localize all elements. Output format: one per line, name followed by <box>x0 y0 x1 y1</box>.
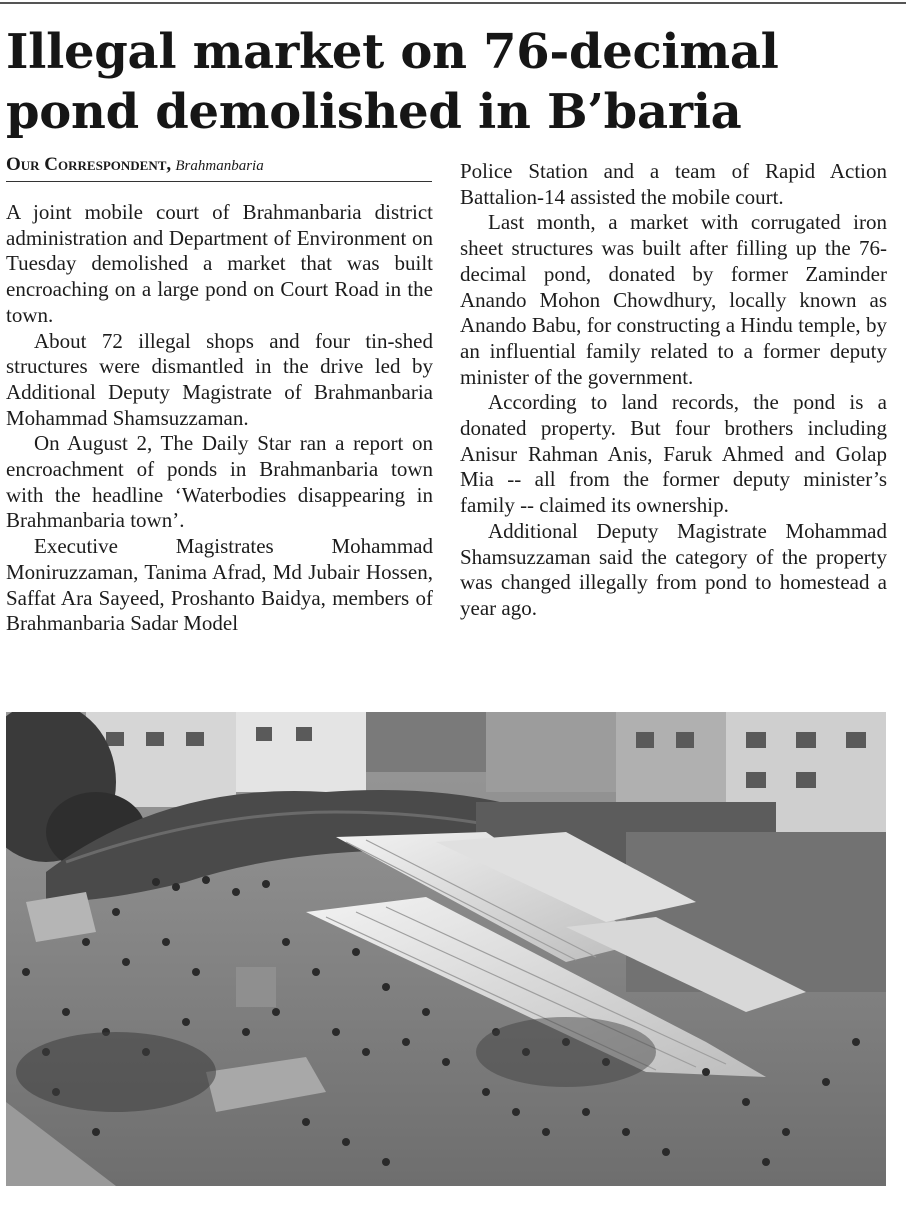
paragraph-7: Additional Deputy Magistrate Mohammad Shamsuzzaman said the category of the property was changed illegally from pond to homestead a year ago. <box>460 518 887 620</box>
paragraph-4-start: Executive Magistrates Mohammad Moniruzzaman, Tanima Afrad, Md Jubair Hossen, Saffat Ara Sayeed, Proshanto Baidya, members of Brahmanbaria Sadar Model <box>6 534 433 636</box>
paragraph-3: On August 2, The Daily Star ran a report on encroachment of ponds in Brahmanbaria town with the headline ‘Waterbodies disappearing in Brahmanbaria town’. <box>6 431 433 533</box>
article-column-right <box>460 159 887 622</box>
headline-line-1: Illegal market on 76-decimal <box>6 24 779 80</box>
paragraph-6: According to land records, the pond is a donated property. But four brothers including Anisur Rahman Anis, Faruk Ahmed and Golap Mia -- all from the former deputy minister’s family -- claimed its ownership. <box>460 390 887 518</box>
paragraph-2: About 72 illegal shops and four tin-shed structures were dismantled in the drive led by Additional Deputy Magistrate of Brahmanbaria Mohammad Shamsuzzaman. <box>6 328 433 430</box>
paragraph-5: Last month, a market with corrugated iron sheet structures was built after filling up the 76-decimal pond, donated by former Zaminder Anando Mohon Chowdhury, locally known as Anando Babu, for constructing a Hindu temple, by an influential family related to a former deputy minister of the government. <box>460 210 887 389</box>
byline-place: Brahmanbaria <box>175 158 264 174</box>
headline-line-2: pond demolished in B’baria <box>6 84 742 140</box>
byline-correspondent: Our Correspondent, <box>6 154 172 175</box>
paragraph-1: A joint mobile court of Brahmanbaria district administration and Department of Environment on Tuesday demolished a market that was built encroaching on a large pond on Court Road in the town. <box>6 200 433 327</box>
byline <box>6 155 432 182</box>
demolition-scene-illustration <box>6 712 886 1186</box>
top-rule <box>0 2 906 4</box>
paragraph-4-end: Police Station and a team of Rapid Action Battalion-14 assisted the mobile court. <box>460 159 887 209</box>
article-column-left <box>6 200 433 637</box>
headline <box>6 22 901 142</box>
news-photo <box>6 712 886 1186</box>
